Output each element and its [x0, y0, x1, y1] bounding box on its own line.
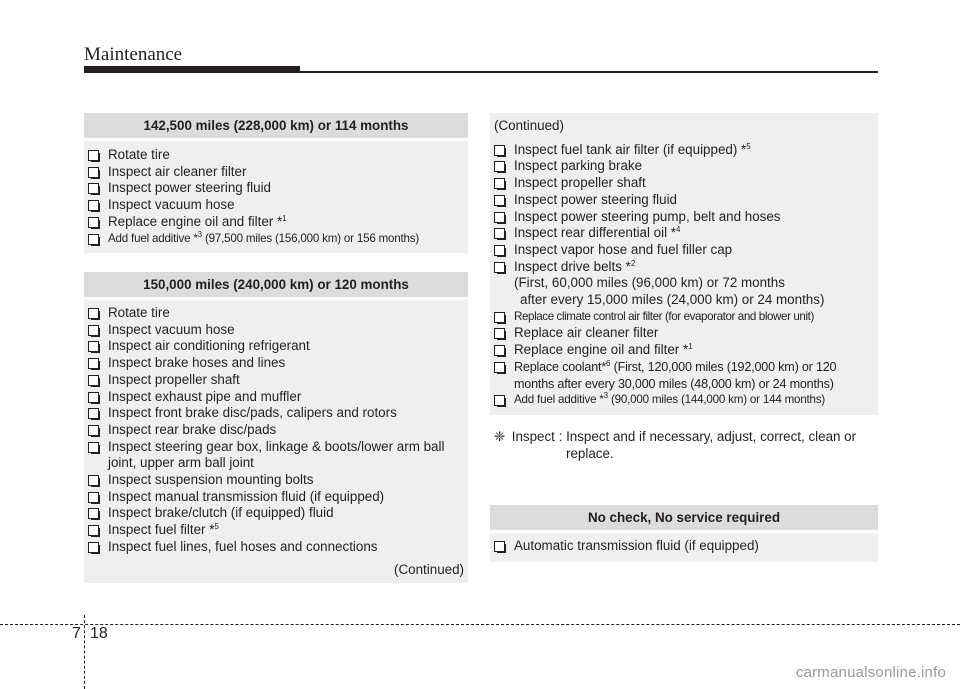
list-item: Inspect power steering fluid: [494, 192, 874, 209]
checkbox-icon: [494, 245, 505, 256]
list-item: Inspect fuel lines, fuel hoses and connections: [88, 539, 464, 556]
checkbox-icon: [88, 308, 99, 319]
list-item: Inspect fuel tank air filter (if equipped) *$^5$: [494, 142, 874, 159]
list-item: Inspect vapor hose and fuel filler cap: [494, 242, 874, 259]
list-item-continuation: after every 15,000 miles (24,000 km) or 24 months): [520, 292, 825, 308]
list-item: Inspect front brake disc/pads, calipers and rotors: [88, 405, 464, 422]
list-item: Replace engine oil and filter *$^1$: [88, 214, 464, 231]
list-item: Inspect parking brake: [494, 158, 874, 175]
list-item: Inspect steering gear box, linkage & boots/lower arm ball: [88, 439, 464, 456]
schedule-list: [84, 138, 468, 253]
checkbox-icon: [494, 178, 505, 189]
checkbox-icon: [88, 508, 99, 519]
checkbox-icon: [88, 150, 99, 161]
list-item: Inspect manual transmission fluid (if equipped): [88, 489, 464, 506]
schedule-heading: No check, No service required: [490, 505, 878, 530]
checkbox-icon: [494, 345, 505, 356]
list-item: Replace coolant*$^6$ (First, 120,000 miles (192,000 km) or 120: [494, 359, 874, 376]
checkbox-icon: [88, 492, 99, 503]
checkbox-icon: [494, 145, 505, 156]
list-item: Inspect drive belts *$^2$: [494, 259, 874, 276]
schedule-list: [490, 530, 878, 562]
checkbox-icon: [88, 392, 99, 403]
checkbox-icon: [88, 425, 99, 436]
checkbox-icon: [88, 358, 99, 369]
checkbox-icon: [88, 325, 99, 336]
list-item: Add fuel additive *$^3$ (97,500 miles (156,000 km) or 156 months): [88, 231, 464, 248]
list-item: Replace engine oil and filter *$^1$: [494, 342, 874, 359]
checkbox-icon: [494, 328, 505, 339]
list-item: Inspect rear brake disc/pads: [88, 422, 464, 439]
schedule-heading: 142,500 miles (228,000 km) or 114 months: [84, 113, 468, 138]
note-line: replace.: [566, 446, 614, 461]
list-item: Inspect fuel filter *$^5$: [88, 522, 464, 539]
list-item: Inspect suspension mounting bolts: [88, 472, 464, 489]
watermark: carmanualsonline.info: [795, 664, 946, 681]
list-item: Inspect vacuum hose: [88, 197, 464, 214]
checkbox-icon: [88, 408, 99, 419]
continued-label: (Continued): [394, 561, 464, 577]
list-item: Replace climate control air filter (for evaporator and blower unit): [494, 309, 874, 326]
checkbox-icon: [494, 541, 505, 552]
list-item: Inspect air cleaner filter: [88, 164, 464, 181]
checkbox-icon: [88, 341, 99, 352]
list-item-continuation: (First, 60,000 miles (96,000 km) or 72 months: [514, 275, 785, 291]
schedule-box-142500: [84, 113, 468, 253]
header-rule-thick: [84, 66, 300, 73]
checkbox-icon: [88, 217, 99, 228]
list-item: Automatic transmission fluid (if equipped): [494, 538, 874, 555]
list-item: Inspect propeller shaft: [88, 372, 464, 389]
page-title: Maintenance: [84, 44, 183, 65]
schedule-box-150000: [84, 272, 468, 583]
list-item: Add fuel additive *$^3$ (90,000 miles (144,000 km) or 144 months): [494, 392, 874, 409]
checkbox-icon: [494, 262, 505, 273]
checkbox-icon: [88, 475, 99, 486]
schedule-heading: 150,000 miles (240,000 km) or 120 months: [84, 272, 468, 297]
list-item: Rotate tire: [88, 305, 464, 322]
schedule-box-continued: [490, 113, 878, 415]
page-number: 18: [90, 625, 108, 642]
list-item: Inspect air conditioning refrigerant: [88, 338, 464, 355]
list-item: Inspect vacuum hose: [88, 322, 464, 339]
list-item: Inspect power steering pump, belt and hoses: [494, 209, 874, 226]
checkbox-icon: [494, 395, 505, 406]
schedule-list: [490, 137, 878, 415]
checkbox-icon: [494, 195, 505, 206]
list-item: Rotate tire: [88, 147, 464, 164]
schedule-list: [84, 297, 468, 583]
checkbox-icon: [494, 161, 505, 172]
checkbox-icon: [88, 442, 99, 453]
note-symbol-icon: ❈: [494, 429, 506, 444]
checkbox-icon: [88, 542, 99, 553]
header-rule-thin: [300, 71, 878, 73]
checkbox-icon: [88, 234, 99, 245]
inspect-note: [494, 428, 876, 462]
list-item: Inspect power steering fluid: [88, 180, 464, 197]
footer-divider: [84, 615, 85, 689]
checkbox-icon: [88, 200, 99, 211]
list-item: Inspect propeller shaft: [494, 175, 874, 192]
footer-rule: [0, 624, 960, 625]
list-item: Replace air cleaner filter: [494, 325, 874, 342]
checkbox-icon: [494, 228, 505, 239]
list-item: Inspect rear differential oil *$^4$: [494, 225, 874, 242]
checkbox-icon: [88, 525, 99, 536]
checkbox-icon: [88, 183, 99, 194]
checkbox-icon: [494, 362, 505, 373]
list-item: Inspect brake hoses and lines: [88, 355, 464, 372]
list-item: Inspect brake/clutch (if equipped) fluid: [88, 505, 464, 522]
list-item-continuation: joint, upper arm ball joint: [108, 455, 254, 471]
continued-heading: (Continued): [494, 118, 564, 133]
note-line: ❈ Inspect : Inspect and if necessary, adjust, correct, clean or: [494, 429, 857, 444]
list-item: Inspect exhaust pipe and muffler: [88, 389, 464, 406]
checkbox-icon: [494, 212, 505, 223]
list-item-continuation: months after every 30,000 miles (48,000 km) or 24 months): [514, 376, 834, 391]
schedule-box-no-check: [490, 505, 878, 562]
section-number: 7: [72, 625, 81, 642]
checkbox-icon: [88, 375, 99, 386]
checkbox-icon: [494, 312, 505, 323]
checkbox-icon: [88, 167, 99, 178]
